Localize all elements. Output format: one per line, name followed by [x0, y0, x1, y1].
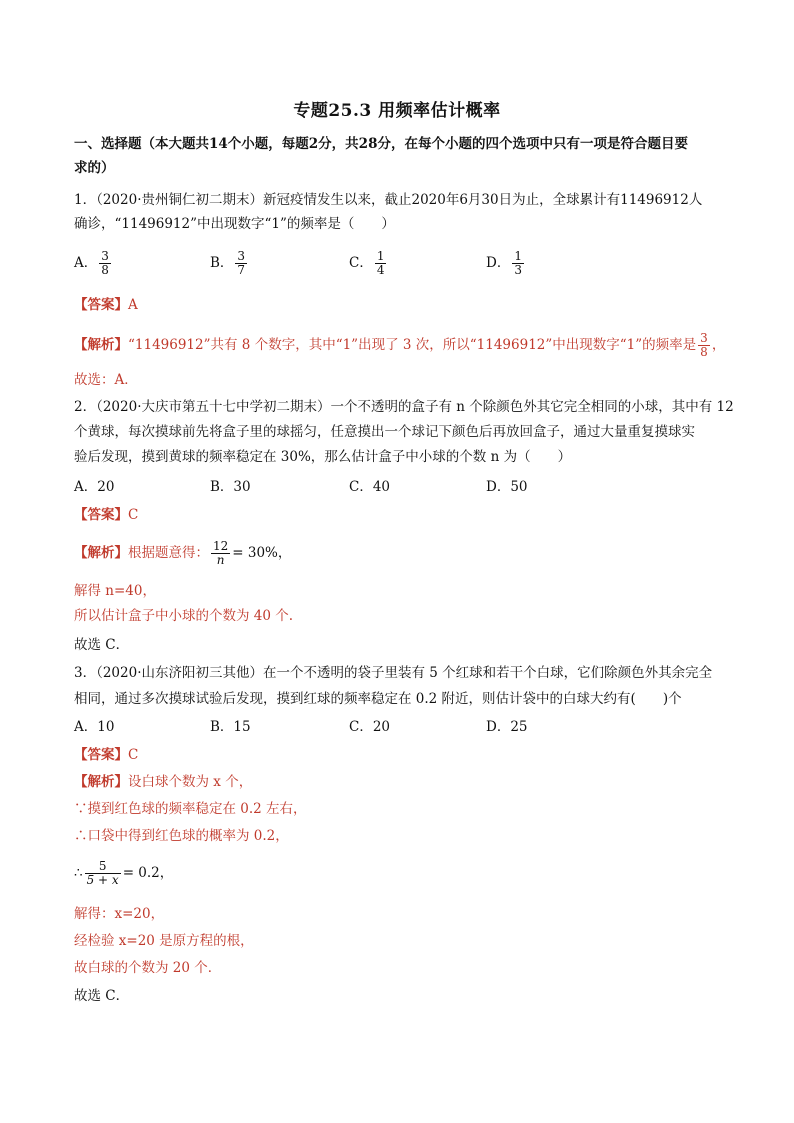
q2-stem-line2: 个黄球，每次摸球前先将盒子里的球摇匀，任意摸出一个球记下颜色后再放回盒子，通过大量重复摸球实 [74, 424, 695, 440]
q3-answer [74, 744, 138, 766]
answer-label: 【答案】 [74, 297, 128, 313]
q1-analysis [74, 332, 725, 359]
q2-stem-line1: 2．（2020·大庆市第五十七中学初二期末）一个不透明的盒子有 n 个除颜色外其它完全相同的小球，其中有 12 [74, 399, 734, 415]
q1-option-b [210, 250, 249, 277]
fraction-denominator: 4 [376, 263, 385, 277]
q3-option-a: A．10 [74, 719, 115, 735]
fraction-numerator: 1 [376, 249, 385, 263]
q2-stem-line3: 验后发现，摸到黄球的频率稳定在 30%，那么估计盒子中小球的个数 n 为（ ） [74, 449, 572, 465]
q1-stem-line1: 1．（2020·贵州铜仁初二期末）新冠疫情发生以来，截止2020年6月30日为止，全球累计有11496912人 [74, 192, 703, 208]
equation-punctuation: ， [277, 545, 292, 561]
q3-analysis [74, 771, 252, 793]
analysis-label: 【解析】 [74, 774, 128, 790]
fraction-numerator: 3 [237, 249, 246, 263]
fraction-numerator: 3 [700, 331, 708, 345]
q3-step4: 经检验 x=20 是原方程的根， [74, 933, 254, 949]
q3-stem-line1: 3．（2020·山东济阳初三其他）在一个不透明的袋子里装有 5 个红球和若干个白球，它们除颜色外其余完全 [74, 665, 713, 681]
analysis-fraction [698, 332, 710, 359]
analysis-punctuation: ， [711, 337, 726, 353]
option-fraction [99, 250, 111, 277]
equation-fraction [85, 860, 121, 887]
analysis-text: “11496912”共有 8 个数字，其中“1”出现了 3 次，所以“11496912”中出现数字“1”的频率是 [128, 337, 697, 353]
section-header-line1: 一、选择题（本大题共14个小题，每题2分，共28分，在每个小题的四个选项中只有一项是符合题目要 [74, 136, 688, 152]
q2-option-a: A．20 [74, 479, 115, 495]
q1-stem-line2: 确诊，“11496912”中出现数字“1”的频率是（ ） [74, 216, 395, 232]
page-title: 专题25.3 用频率估计概率 [293, 101, 501, 121]
answer-value: C [128, 747, 139, 763]
fraction-numerator: 3 [101, 249, 109, 263]
q1-option-a [74, 250, 113, 277]
q1-answer [74, 294, 138, 316]
fraction-denominator: 5 + x [86, 873, 119, 887]
option-letter: C． [349, 255, 373, 271]
fraction-denominator: 7 [237, 263, 246, 277]
option-fraction [375, 250, 387, 277]
q3-option-c: C．20 [349, 719, 391, 735]
option-letter: B． [210, 255, 234, 271]
fraction-numerator: 1 [514, 249, 522, 263]
q2-step1: 解得 n=40， [74, 583, 156, 599]
q3-stem-line2: 相同，通过多次摸球试验后发现，摸到红球的频率稳定在 0.2 附近，则估计袋中的白球大约有( )个 [74, 691, 682, 707]
answer-label: 【答案】 [74, 747, 128, 763]
fraction-numerator: 5 [98, 859, 107, 873]
analysis-text: 设白球个数为 x 个， [128, 774, 253, 790]
q2-answer [74, 504, 138, 526]
q2-conclusion: 故选 C． [74, 637, 130, 653]
answer-label: 【答案】 [74, 507, 128, 523]
fraction-denominator: 8 [101, 263, 109, 277]
fraction-denominator: 3 [514, 263, 522, 277]
section-header-line2: 求的） [74, 160, 115, 176]
option-letter: D． [486, 255, 511, 271]
q3-step1: ∵摸到红色球的频率稳定在 0.2 左右， [74, 801, 307, 817]
option-letter: A． [74, 255, 98, 271]
equation-punctuation: ， [159, 865, 174, 881]
fraction-denominator: 8 [700, 345, 708, 359]
q2-step2: 所以估计盒子中小球的个数为 40 个. [74, 608, 294, 624]
equation-rhs: = 0.2 [122, 865, 160, 881]
q3-step3: 解得：x=20， [74, 906, 165, 922]
option-fraction [512, 250, 524, 277]
equation-rhs: = 30% [232, 545, 278, 561]
q3-option-b: B．15 [210, 719, 251, 735]
option-fraction [235, 250, 247, 277]
answer-value: A [128, 297, 138, 313]
q1-conclusion: 故选：A． [74, 372, 138, 388]
q3-conclusion: 故选 C． [74, 988, 130, 1004]
q2-option-d: D．50 [486, 479, 528, 495]
q1-option-d [486, 250, 526, 277]
therefore-symbol: ∴ [74, 865, 83, 881]
q3-step2: ∴口袋中得到红色球的概率为 0.2， [74, 828, 289, 844]
q2-option-b: B．30 [210, 479, 251, 495]
q1-option-c [349, 250, 388, 277]
answer-value: C [128, 507, 139, 523]
q3-step5: 故白球的个数为 20 个． [74, 960, 222, 976]
q2-option-c: C．40 [349, 479, 391, 495]
analysis-label: 【解析】 [74, 545, 128, 561]
q2-analysis [74, 540, 291, 567]
equation-fraction [211, 540, 230, 567]
fraction-numerator: 12 [213, 539, 229, 553]
fraction-denominator: n [216, 553, 225, 567]
q3-equation [74, 860, 173, 887]
analysis-text: 根据题意得： [128, 545, 209, 561]
q3-option-d: D．25 [486, 719, 528, 735]
analysis-label: 【解析】 [74, 337, 128, 353]
